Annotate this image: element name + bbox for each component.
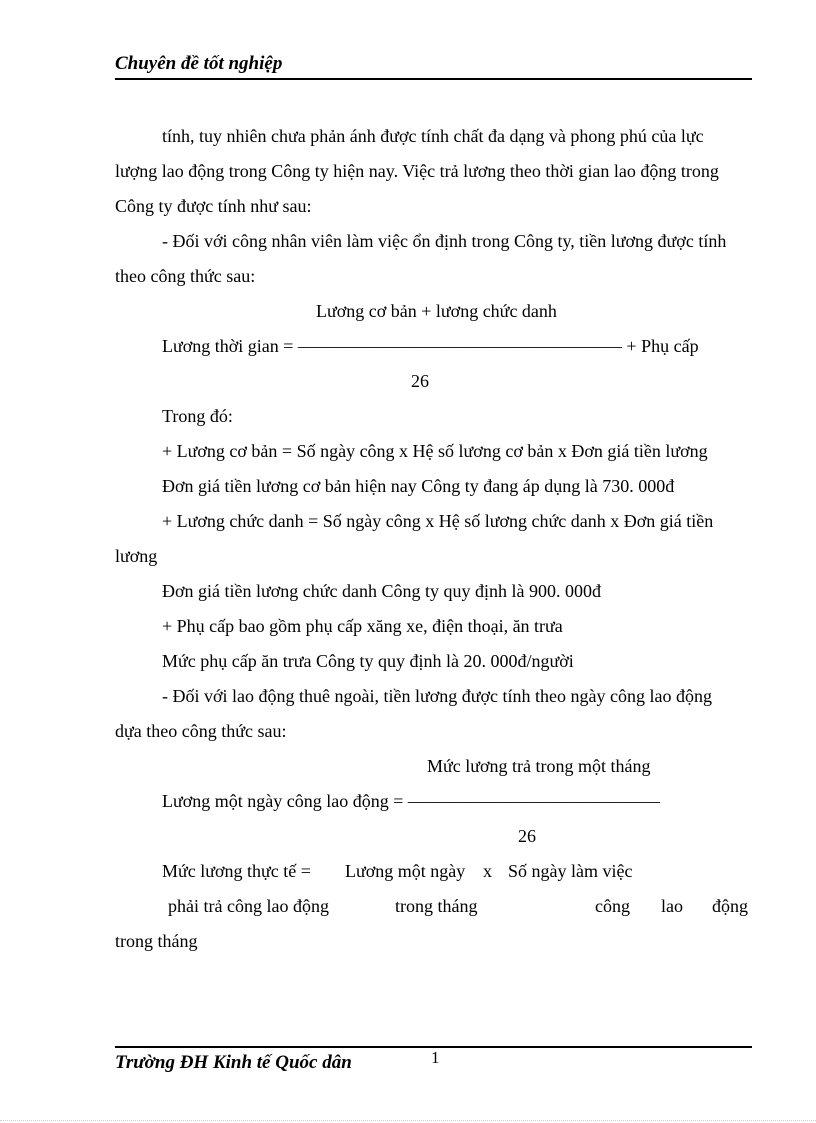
paragraph-text: Trong đó: (162, 406, 233, 426)
paragraph-text: - Đối với lao động thuê ngoài, tiền lương được tính theo ngày công lao động (162, 686, 712, 706)
formula-denominator-text: 26 (411, 371, 429, 391)
text-line (115, 505, 751, 540)
paragraph-text: theo công thức sau: (115, 266, 256, 286)
formula-cell: Lương một ngày (345, 861, 466, 881)
paragraph-text: tính, tuy nhiên chưa phản ánh được tính chất đa dạng và phong phú của lực (162, 126, 704, 146)
formula-denominator-text: 26 (518, 826, 536, 846)
formula-numerator-text: Mức lương trả trong một tháng (427, 756, 651, 776)
text-line (115, 575, 751, 610)
formula-lhs-text: Lương thời gian = —————————————————— + Phụ cấp (162, 336, 699, 356)
paragraph-text: trong tháng (115, 931, 198, 951)
text-line (115, 715, 751, 750)
text-line (115, 155, 751, 190)
text-line (115, 680, 751, 715)
text-line (115, 470, 751, 505)
formula-lhs-text: Lương một ngày công lao động = —————————————— (162, 791, 660, 811)
text-line (115, 610, 751, 645)
document-body (115, 120, 751, 960)
text-line (115, 120, 751, 155)
formula-cell: lao (661, 896, 683, 916)
formula-denominator (115, 365, 751, 400)
footer-school-name: Trường ĐH Kinh tế Quốc dân (115, 1052, 352, 1073)
formula-cell: phải trả công lao động (168, 896, 329, 916)
paragraph-text: Công ty được tính như sau: (115, 196, 312, 216)
paragraph-text: - Đối với công nhân viên làm việc ổn định trong Công ty, tiền lương được tính (162, 231, 727, 251)
text-line (115, 435, 751, 470)
formula-row (115, 855, 751, 890)
list-item: + Phụ cấp bao gồm phụ cấp xăng xe, điện thoại, ăn trưa (162, 616, 563, 636)
formula-row (115, 890, 751, 925)
paragraph-text: lương (115, 546, 158, 566)
formula-main-line (115, 330, 751, 365)
text-line (115, 190, 751, 225)
formula-numerator (115, 750, 751, 785)
paragraph-text: Đơn giá tiền lương chức danh Công ty quy định là 900. 000đ (162, 581, 601, 601)
page-header (115, 52, 752, 80)
formula-cell: công (595, 896, 630, 916)
text-line (115, 225, 751, 260)
formula-denominator (115, 820, 751, 855)
formula-cell: trong tháng (395, 896, 478, 916)
formula-cell: động (712, 896, 748, 916)
text-line (115, 925, 751, 960)
formula-numerator-text: Lương cơ bản + lương chức danh (316, 301, 557, 321)
text-line (115, 400, 751, 435)
text-line (115, 260, 751, 295)
page-number: 1 (431, 1048, 440, 1067)
header-title: Chuyên đề tốt nghiệp (115, 53, 283, 74)
paragraph-text: Đơn giá tiền lương cơ bản hiện nay Công ty đang áp dụng là 730. 000đ (162, 476, 675, 496)
list-item: + Lương cơ bản = Số ngày công x Hệ số lương cơ bản x Đơn giá tiền lương (162, 441, 708, 461)
text-line (115, 645, 751, 680)
formula-cell: Số ngày làm việc (508, 861, 633, 881)
list-item: + Lương chức danh = Số ngày công x Hệ số lương chức danh x Đơn giá tiền (162, 511, 714, 531)
page-edge-divider (0, 1120, 816, 1121)
text-line (115, 540, 751, 575)
page-footer (115, 1046, 752, 1073)
formula-operator: x (483, 861, 492, 881)
formula-numerator (115, 295, 751, 330)
paragraph-text: Mức phụ cấp ăn trưa Công ty quy định là 20. 000đ/người (162, 651, 574, 671)
paragraph-text: dựa theo công thức sau: (115, 721, 287, 741)
paragraph-text: lượng lao động trong Công ty hiện nay. Việc trả lương theo thời gian lao động trong (115, 161, 719, 181)
formula-main-line (115, 785, 751, 820)
formula-cell: Mức lương thực tế = (162, 861, 311, 881)
